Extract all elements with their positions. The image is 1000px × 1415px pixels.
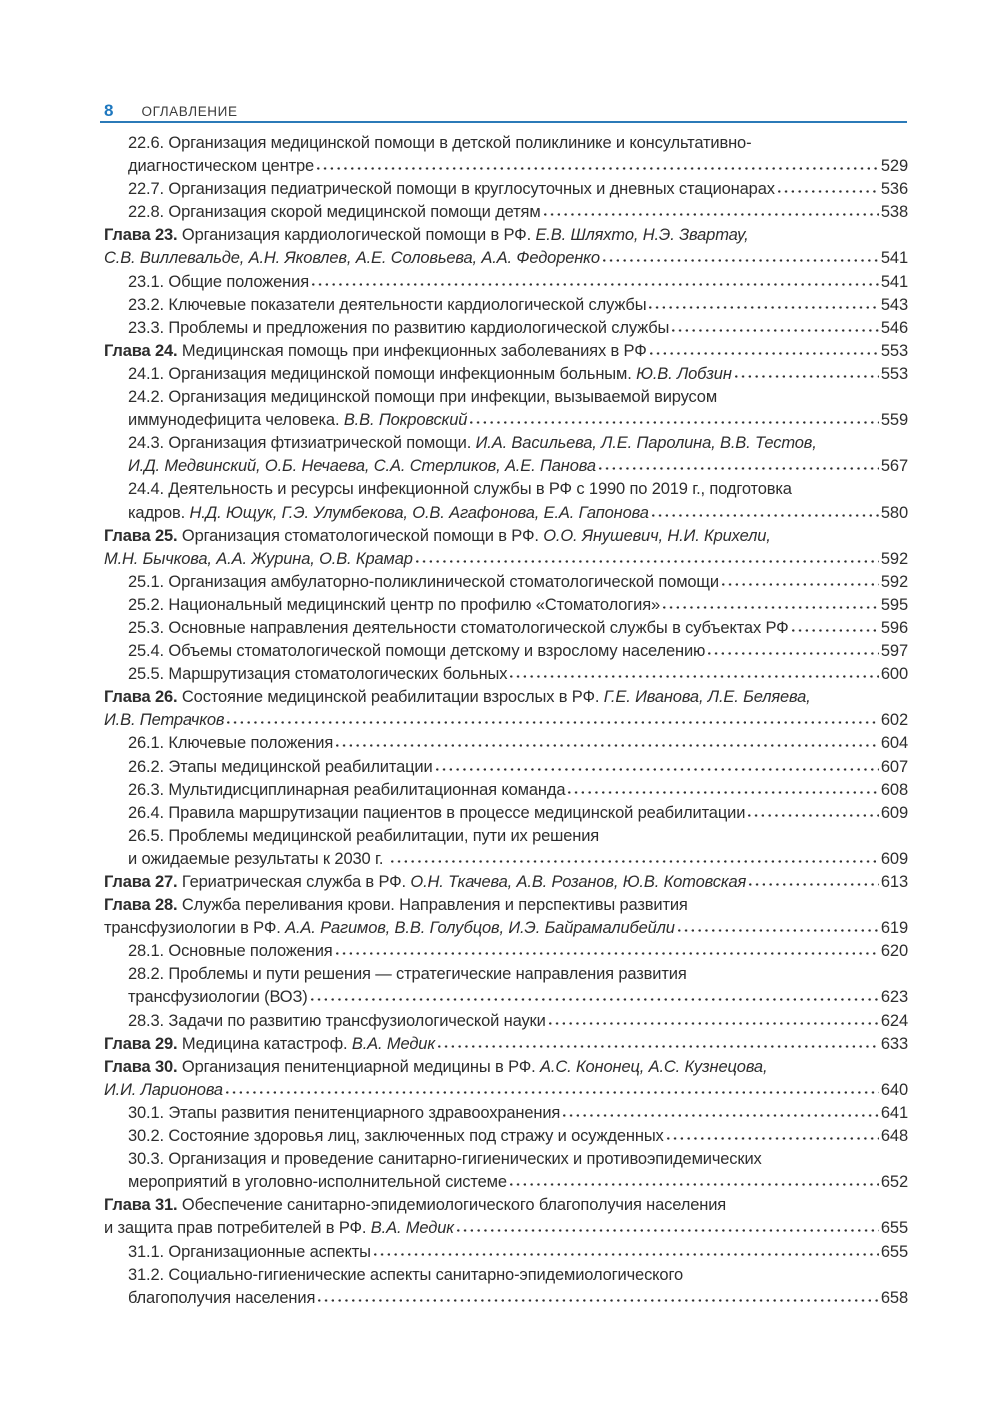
toc-entry bbox=[104, 550, 908, 573]
toc-entry-text: 25.5. Маршрутизация стоматологических больных bbox=[128, 665, 508, 684]
toc-page-ref: 602 bbox=[880, 711, 908, 730]
toc-entry-text: 23.1. Общие положения bbox=[128, 272, 310, 291]
toc-page-ref: 592 bbox=[880, 549, 908, 568]
toc-entry bbox=[104, 157, 908, 180]
toc-entry-text: С.В. Виллевальде, А.Н. Яковлев, А.Е. Соловьева, А.А. Федоренко bbox=[104, 249, 600, 268]
toc-entry-text: иммунодефицита человека. В.В. Покровский bbox=[128, 411, 468, 430]
toc-entry bbox=[104, 203, 908, 226]
toc-entry-text: 28.2. Проблемы и пути решения — стратегические направления развития bbox=[128, 965, 687, 984]
toc-entry-text: 24.4. Деятельность и ресурсы инфекционной службы в РФ с 1990 по 2019 г., подготовка bbox=[128, 480, 792, 499]
dot-leader bbox=[510, 1183, 879, 1186]
toc-entry bbox=[104, 180, 908, 203]
toc-entry bbox=[104, 827, 908, 850]
toc-entry bbox=[104, 1289, 908, 1312]
toc-entry-text: 23.2. Ключевые показатели деятельности кардиологической службы bbox=[128, 295, 647, 314]
toc-entry-text: 26.1. Ключевые положения bbox=[128, 734, 334, 753]
dot-leader bbox=[568, 791, 879, 794]
dot-leader bbox=[436, 768, 879, 771]
toc-entry-text: Глава 30. Организация пенитенциарной медицины в РФ. А.С. Кононец, А.С. Кузнецова, bbox=[104, 1057, 768, 1076]
toc-entry bbox=[104, 480, 908, 503]
toc-entry-text: благополучия населения bbox=[128, 1288, 316, 1307]
toc-entry bbox=[104, 226, 908, 249]
toc-entry bbox=[104, 411, 908, 434]
toc-entry-text: 24.2. Организация медицинской помощи при инфекции, вызываемой вирусом bbox=[128, 388, 718, 407]
toc-entry bbox=[104, 1058, 908, 1081]
toc-page-ref: 609 bbox=[880, 849, 908, 868]
toc-entry bbox=[104, 573, 908, 596]
toc-page-ref: 609 bbox=[880, 803, 908, 822]
toc-page-ref: 597 bbox=[880, 642, 908, 661]
dot-leader bbox=[792, 629, 879, 632]
toc-page-ref: 543 bbox=[880, 295, 908, 314]
toc-entry bbox=[104, 873, 908, 896]
toc-entry-text: 24.3. Организация фтизиатрической помощи. И.А. Васильева, Л.Е. Паролина, В.В. Тестов, bbox=[128, 434, 817, 453]
toc-entry-text: Глава 31. Обеспечение санитарно-эпидемиологического благополучия населения bbox=[104, 1196, 727, 1215]
toc-page-ref: 580 bbox=[880, 503, 908, 522]
toc-page-ref: 553 bbox=[880, 341, 908, 360]
toc-page-ref: 546 bbox=[880, 318, 908, 337]
toc-entry bbox=[104, 1035, 908, 1058]
dot-leader bbox=[227, 721, 879, 724]
running-head-title: ОГЛАВЛЕНИЕ bbox=[141, 104, 238, 119]
toc-entry-text: мероприятий в уголовно-исполнительной системе bbox=[128, 1173, 507, 1192]
dot-leader bbox=[722, 583, 879, 586]
toc-entry-text: М.Н. Бычкова, А.А. Журина, О.В. Крамар bbox=[104, 549, 413, 568]
dot-leader bbox=[311, 998, 879, 1001]
dot-leader bbox=[318, 1299, 879, 1302]
dot-leader bbox=[226, 1091, 879, 1094]
toc-entry-text: Глава 26. Состояние медицинской реабилитации взрослых в РФ. Г.Е. Иванова, Л.Е. Беляева, bbox=[104, 688, 811, 707]
toc-entry bbox=[104, 527, 908, 550]
dot-leader bbox=[336, 744, 879, 747]
toc-entry bbox=[104, 734, 908, 757]
dot-leader bbox=[391, 860, 879, 863]
toc-entry-text: 22.8. Организация скорой медицинской помощи детям bbox=[128, 203, 541, 222]
dot-leader bbox=[672, 329, 879, 332]
toc-entry bbox=[104, 134, 908, 157]
toc-entry-text: и защита прав потребителей в РФ. В.А. Медик bbox=[104, 1219, 454, 1238]
toc-page-ref: 600 bbox=[880, 665, 908, 684]
toc-page-ref: 608 bbox=[880, 780, 908, 799]
toc-page-ref: 536 bbox=[880, 180, 908, 199]
header-rule bbox=[100, 121, 907, 123]
dot-leader bbox=[678, 929, 879, 932]
toc-entry-text: Глава 23. Организация кардиологической помощи в РФ. Е.В. Шляхто, Н.Э. Звартау, bbox=[104, 226, 749, 245]
toc-page-ref: 658 bbox=[880, 1288, 908, 1307]
toc-entry-text: 25.1. Организация амбулаторно-поликлинической стоматологической помощи bbox=[128, 572, 719, 591]
toc-page-ref: 604 bbox=[880, 734, 908, 753]
toc-entry-text: И.Д. Медвинский, О.Б. Нечаева, С.А. Стерликов, А.Е. Панова bbox=[128, 457, 596, 476]
dot-leader bbox=[374, 1253, 879, 1256]
toc-entry-text: 30.2. Состояние здоровья лиц, заключенных под стражу и осужденных bbox=[128, 1127, 664, 1146]
toc-entry bbox=[104, 781, 908, 804]
toc-entry-text: 26.3. Мультидисциплинарная реабилитационная команда bbox=[128, 780, 566, 799]
toc-entry bbox=[104, 1219, 908, 1242]
toc-entry-text: 26.2. Этапы медицинской реабилитации bbox=[128, 757, 433, 776]
toc-entry-text: 23.3. Проблемы и предложения по развитию кардиологической службы bbox=[128, 318, 670, 337]
dot-leader bbox=[510, 675, 879, 678]
toc-entry bbox=[104, 1012, 908, 1035]
toc-entry-text: 25.3. Основные направления деятельности стоматологической службы в субъектах РФ bbox=[128, 618, 789, 637]
toc-entry bbox=[104, 850, 908, 873]
toc-page-ref: 529 bbox=[880, 157, 908, 176]
toc-entry bbox=[104, 1266, 908, 1289]
toc-page-ref: 623 bbox=[880, 988, 908, 1007]
toc-entry-text: Глава 24. Медицинская помощь при инфекционных заболеваниях в РФ bbox=[104, 341, 647, 360]
toc-entry bbox=[104, 804, 908, 827]
toc-entry bbox=[104, 1150, 908, 1173]
dot-leader bbox=[667, 1137, 879, 1140]
toc-entry-text: 28.1. Основные положения bbox=[128, 942, 333, 961]
toc-page-ref: 619 bbox=[880, 919, 908, 938]
dot-leader bbox=[749, 883, 879, 886]
toc-page-ref: 596 bbox=[880, 618, 908, 637]
toc-entry bbox=[104, 1173, 908, 1196]
toc-entry bbox=[104, 1243, 908, 1266]
toc-entry-text: 30.1. Этапы развития пенитенциарного здравоохранения bbox=[128, 1103, 561, 1122]
toc-page-ref: 607 bbox=[880, 757, 908, 776]
dot-leader bbox=[544, 213, 879, 216]
dot-leader bbox=[649, 306, 878, 309]
dot-leader bbox=[317, 167, 879, 170]
dot-leader bbox=[336, 952, 879, 955]
dot-leader bbox=[708, 652, 879, 655]
toc-entry bbox=[104, 1104, 908, 1127]
toc-entry-text: И.И. Ларионова bbox=[104, 1080, 223, 1099]
toc-entry-text: трансфузиологии (ВОЗ) bbox=[128, 988, 308, 1007]
toc-entry-text: 24.1. Организация медицинской помощи инфекционным больным. Ю.В. Лобзин bbox=[128, 364, 732, 383]
toc-entry bbox=[104, 642, 908, 665]
toc-entry-text: трансфузиологии в РФ. А.А. Рагимов, В.В. Голубцов, И.Э. Байрамалибейли bbox=[104, 919, 675, 938]
toc-entry-text: Глава 27. Гериатрическая служба в РФ. О.Н. Ткачева, А.В. Розанов, Ю.В. Котовская bbox=[104, 873, 747, 891]
toc-entry-text: 22.7. Организация педиатрической помощи в круглосуточных и дневных стационарах bbox=[128, 180, 775, 199]
toc-entry-text: кадров. Н.Д. Ющук, Г.Э. Улумбекова, О.В. Агафонова, Е.А. Гапонова bbox=[128, 503, 649, 522]
toc-entry bbox=[104, 688, 908, 711]
page-number: 8 bbox=[104, 101, 114, 120]
toc-entry-text: Глава 29. Медицина катастроф. В.А. Медик bbox=[104, 1034, 435, 1053]
toc-page-ref: 592 bbox=[880, 572, 908, 591]
toc-page-ref: 640 bbox=[880, 1080, 908, 1099]
toc-entry-text: 31.1. Организационные аспекты bbox=[128, 1242, 371, 1261]
toc-entry bbox=[104, 758, 908, 781]
dot-leader bbox=[735, 375, 879, 378]
toc-page-ref: 655 bbox=[880, 1242, 908, 1261]
toc-page-ref: 620 bbox=[880, 942, 908, 961]
toc-entry bbox=[104, 388, 908, 411]
toc-page-ref: 553 bbox=[880, 364, 908, 383]
dot-leader bbox=[652, 514, 879, 517]
toc-entry bbox=[104, 434, 908, 457]
toc-page-ref: 538 bbox=[880, 203, 908, 222]
toc-entry bbox=[104, 988, 908, 1011]
toc-entry bbox=[104, 1081, 908, 1104]
toc-page-ref: 559 bbox=[880, 411, 908, 430]
dot-leader bbox=[312, 283, 879, 286]
toc-entry-text: Глава 28. Служба переливания крови. Направления и перспективы развития bbox=[104, 896, 688, 915]
toc-entry-text: И.В. Петрачков bbox=[104, 711, 225, 730]
dot-leader bbox=[416, 560, 879, 563]
dot-leader bbox=[778, 190, 879, 193]
toc-page-ref: 541 bbox=[880, 249, 908, 268]
dot-leader bbox=[438, 1045, 879, 1048]
toc-page-ref: 613 bbox=[880, 873, 908, 891]
running-head bbox=[104, 101, 907, 121]
toc-entry bbox=[104, 711, 908, 734]
toc-entry bbox=[104, 296, 908, 319]
toc-entry-text: 26.5. Проблемы медицинской реабилитации, пути их решения bbox=[128, 826, 600, 845]
toc-page-ref: 655 bbox=[880, 1219, 908, 1238]
toc-entry-text: 25.4. Объемы стоматологической помощи детскому и взрослому населению bbox=[128, 642, 706, 661]
toc-entry bbox=[104, 249, 908, 272]
toc-entry-text: 30.3. Организация и проведение санитарно-гигиенических и противоэпидемических bbox=[128, 1150, 762, 1169]
toc-entry-text: и ожидаемые результаты к 2030 г. bbox=[128, 849, 388, 868]
toc-entry bbox=[104, 965, 908, 988]
toc-entry bbox=[104, 273, 908, 296]
toc-entry-text: 28.3. Задачи по развитию трансфузиологической науки bbox=[128, 1011, 546, 1030]
toc-entry-text: 31.2. Социально-гигиенические аспекты санитарно-эпидемиологического bbox=[128, 1265, 683, 1284]
toc-page-ref: 595 bbox=[880, 595, 908, 614]
toc-entry bbox=[104, 365, 908, 388]
toc-entry bbox=[104, 896, 908, 919]
toc-page-ref: 652 bbox=[880, 1173, 908, 1192]
toc-entry bbox=[104, 504, 908, 527]
dot-leader bbox=[470, 421, 879, 424]
toc-entry bbox=[104, 319, 908, 342]
toc-entry bbox=[104, 342, 908, 365]
toc-entry-text: 26.4. Правила маршрутизации пациентов в процессе медицинской реабилитации bbox=[128, 803, 746, 822]
toc-page-ref: 567 bbox=[880, 457, 908, 476]
toc-entry bbox=[104, 1196, 908, 1219]
toc-entry bbox=[104, 619, 908, 642]
toc-entry bbox=[104, 596, 908, 619]
toc-page-ref: 624 bbox=[880, 1011, 908, 1030]
toc-page-ref: 648 bbox=[880, 1127, 908, 1146]
dot-leader bbox=[549, 1022, 879, 1025]
dot-leader bbox=[663, 606, 879, 609]
toc-entry bbox=[104, 1127, 908, 1150]
toc-entry bbox=[104, 942, 908, 965]
dot-leader bbox=[603, 259, 879, 262]
toc-page-ref: 541 bbox=[880, 272, 908, 291]
toc-entry bbox=[104, 665, 908, 688]
toc-entry-text: диагностическом центре bbox=[128, 157, 315, 176]
dot-leader bbox=[457, 1229, 879, 1232]
toc-entry bbox=[104, 919, 908, 942]
toc-page-ref: 633 bbox=[880, 1034, 908, 1053]
dot-leader bbox=[748, 814, 879, 817]
toc-entry-text: 25.2. Национальный медицинский центр по профилю «Стоматология» bbox=[128, 595, 661, 614]
toc-page-ref: 641 bbox=[880, 1103, 908, 1122]
toc-entry-text: 22.6. Организация медицинской помощи в детской поликлинике и консультативно- bbox=[128, 134, 752, 152]
dot-leader bbox=[563, 1114, 879, 1117]
dot-leader bbox=[599, 467, 879, 470]
toc-entry bbox=[104, 457, 908, 480]
toc-entry-text: Глава 25. Организация стоматологической помощи в РФ. О.О. Янушевич, Н.И. Крихели, bbox=[104, 526, 771, 545]
toc-list bbox=[104, 134, 908, 1312]
dot-leader bbox=[650, 352, 879, 355]
